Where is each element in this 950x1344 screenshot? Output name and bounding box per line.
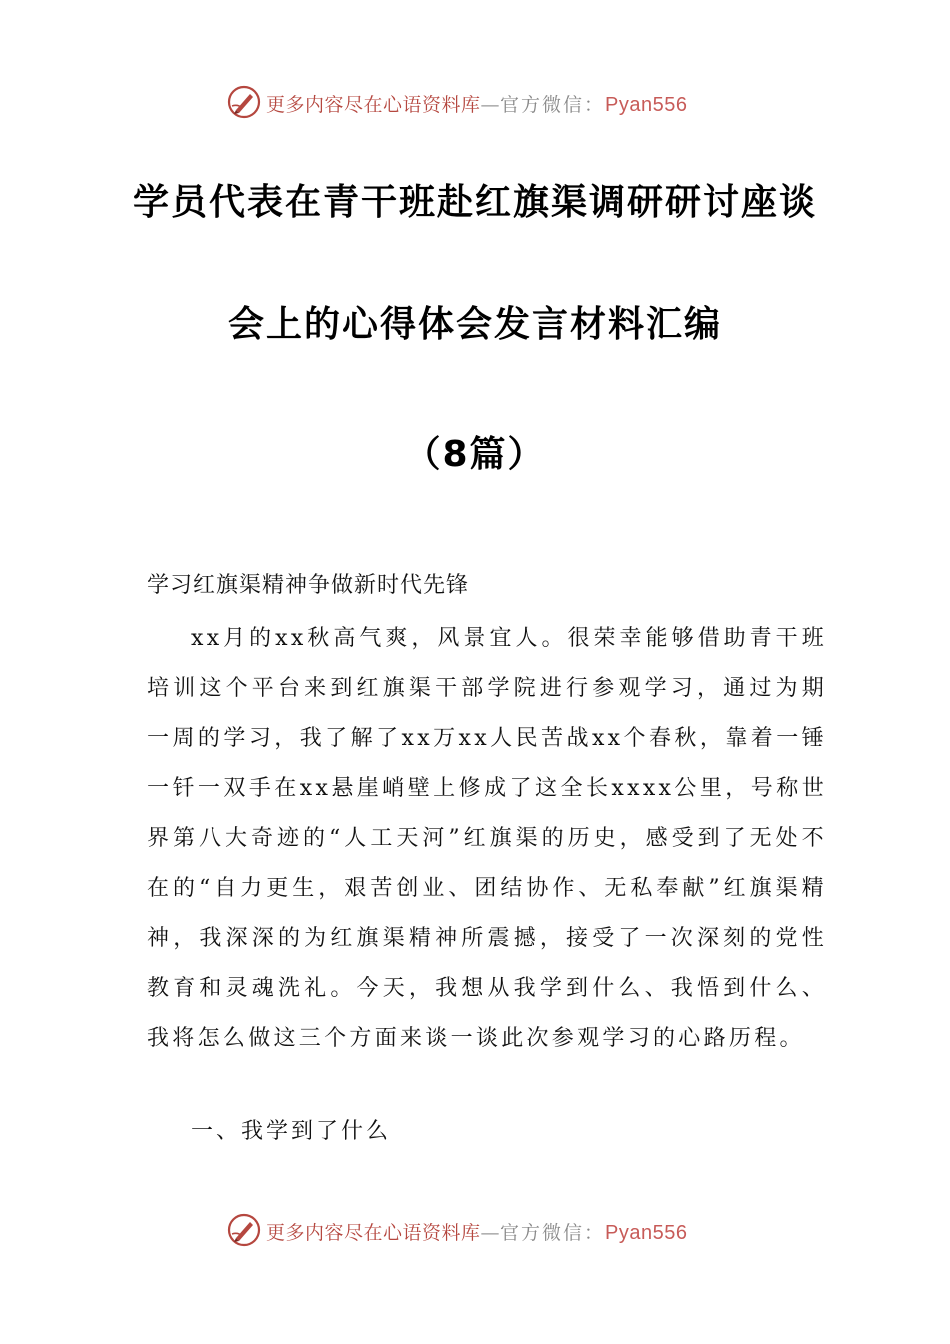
- section-heading-1: 一、我学到了什么: [191, 1119, 392, 1144]
- document-title-count: （8篇）: [404, 434, 546, 475]
- watermark-dash: —: [480, 1222, 501, 1244]
- watermark-dash: —: [480, 94, 501, 116]
- watermark-text: [266, 1218, 688, 1245]
- pen-logo-icon: [226, 1212, 262, 1248]
- article-subtitle: 学习红旗渠精神争做新时代先锋: [147, 573, 470, 598]
- watermark-official-label: 官方微信：: [500, 94, 606, 116]
- watermark-official-label: 官方微信：: [500, 1222, 606, 1244]
- body-paragraph: xx月的xx秋高气爽，风景宜人。很荣幸能够借助青干班培训这个平台来到红旗渠干部学院进行参观学习，通过为期一周的学习，我了解了xx万xx人民苦战xx个春秋，靠着一锤一钎一双手在xx悬崖峭壁上修成了这全长xxxx公里，号称世界第八大奇迹的“人工天河”红旗渠的历史，感受到了无处不在的“自力更生，艰苦创业、团结协作、无私奉献”红旗渠精神，我深深的为红旗渠精神所震撼，接受了一次深刻的党性教育和灵魂洗礼。今天，我想从我学到什么、我悟到什么、我将怎么做这三个方面来谈一谈此次参观学习的心路历程。: [147, 626, 827, 1051]
- watermark-site-text: 更多内容尽在心语资料库: [266, 94, 481, 116]
- document-title-line-2: 会上的心得体会发言材料汇编: [227, 304, 722, 345]
- footer-watermark-banner: [0, 1210, 950, 1250]
- watermark-text: [266, 90, 688, 117]
- document-title-line-1: 学员代表在青干班赴红旗渠调研研讨座谈: [132, 182, 817, 223]
- watermark-wechat-id: Pyan556: [605, 94, 688, 116]
- pen-logo-icon: [226, 84, 262, 120]
- header-watermark-banner: [0, 82, 950, 122]
- watermark-wechat-id: Pyan556: [605, 1222, 688, 1244]
- watermark-site-text: 更多内容尽在心语资料库: [266, 1222, 481, 1244]
